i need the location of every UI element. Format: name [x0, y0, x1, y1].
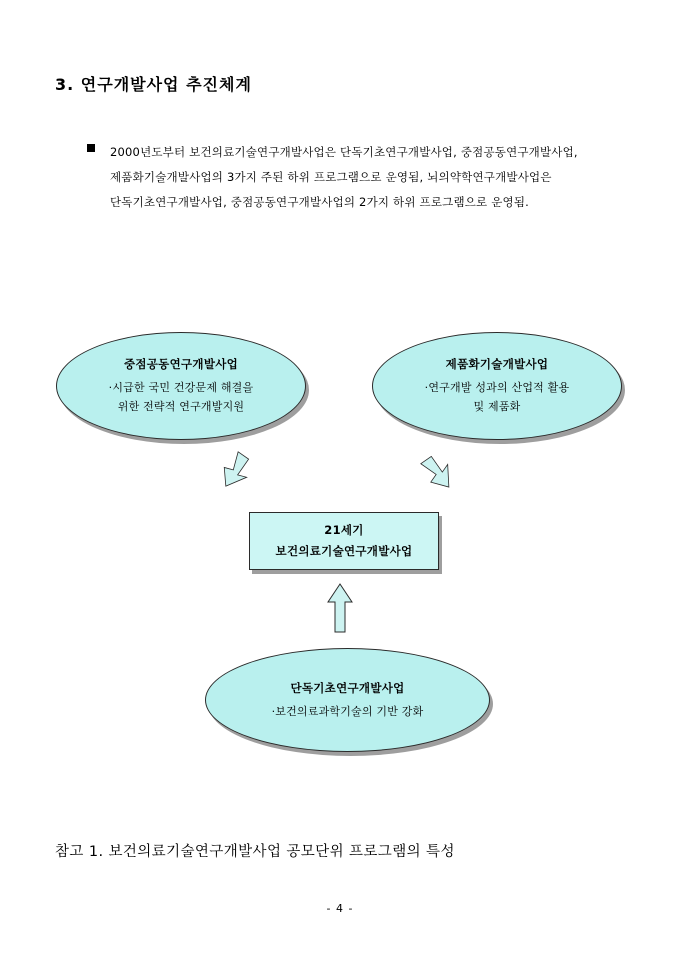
diagram-node-joint-research [56, 332, 306, 440]
node-title: 제품화기술개발사업 [445, 357, 549, 371]
figure-caption: 참고 1. 보건의료기술연구개발사업 공모단위 프로그램의 특성 [55, 844, 455, 860]
page-title: 3. 연구개발사업 추진체계 [55, 75, 252, 94]
bullet-line: 단독기초연구개발사업, 중점공동연구개발사업의 2가지 하위 프로그램으로 운영됨. [110, 195, 530, 209]
page-number: - 4 - [326, 902, 354, 915]
node-title: 중점공동연구개발사업 [123, 357, 239, 371]
bullet-text [110, 140, 628, 215]
node-line: 위한 전략적 연구개발지원 [117, 400, 245, 413]
diagram-center-box [249, 512, 439, 570]
diagram-node-basic-research [205, 648, 490, 752]
center-box-line: 보건의료기술연구개발사업 [275, 544, 413, 558]
center-box-line: 21세기 [324, 523, 364, 537]
node-title: 단독기초연구개발사업 [290, 680, 405, 695]
bullet-line: 제품화기술개발사업의 3가지 주된 하위 프로그램으로 운영됨, 뇌의약학연구개발사업은 [110, 170, 552, 184]
arrow-up-icon [325, 582, 355, 638]
square-bullet-icon [87, 144, 95, 152]
arrow-down-left-icon [216, 448, 256, 502]
program-structure-diagram [0, 300, 680, 780]
node-line: 및 제품화 [473, 400, 521, 413]
node-line: ·연구개발 성과의 산업적 활용 [424, 381, 570, 394]
arrow-down-right-icon [420, 448, 460, 502]
node-line: ·시급한 국민 건강문제 해결을 [108, 381, 254, 394]
bullet-paragraph [88, 140, 628, 215]
node-line: ·보건의료과학기술의 기반 강화 [271, 704, 424, 718]
bullet-line: 2000년도부터 보건의료기술연구개발사업은 단독기초연구개발사업, 중점공동연구개발사업, [110, 145, 578, 159]
diagram-node-product-technology [372, 332, 622, 440]
